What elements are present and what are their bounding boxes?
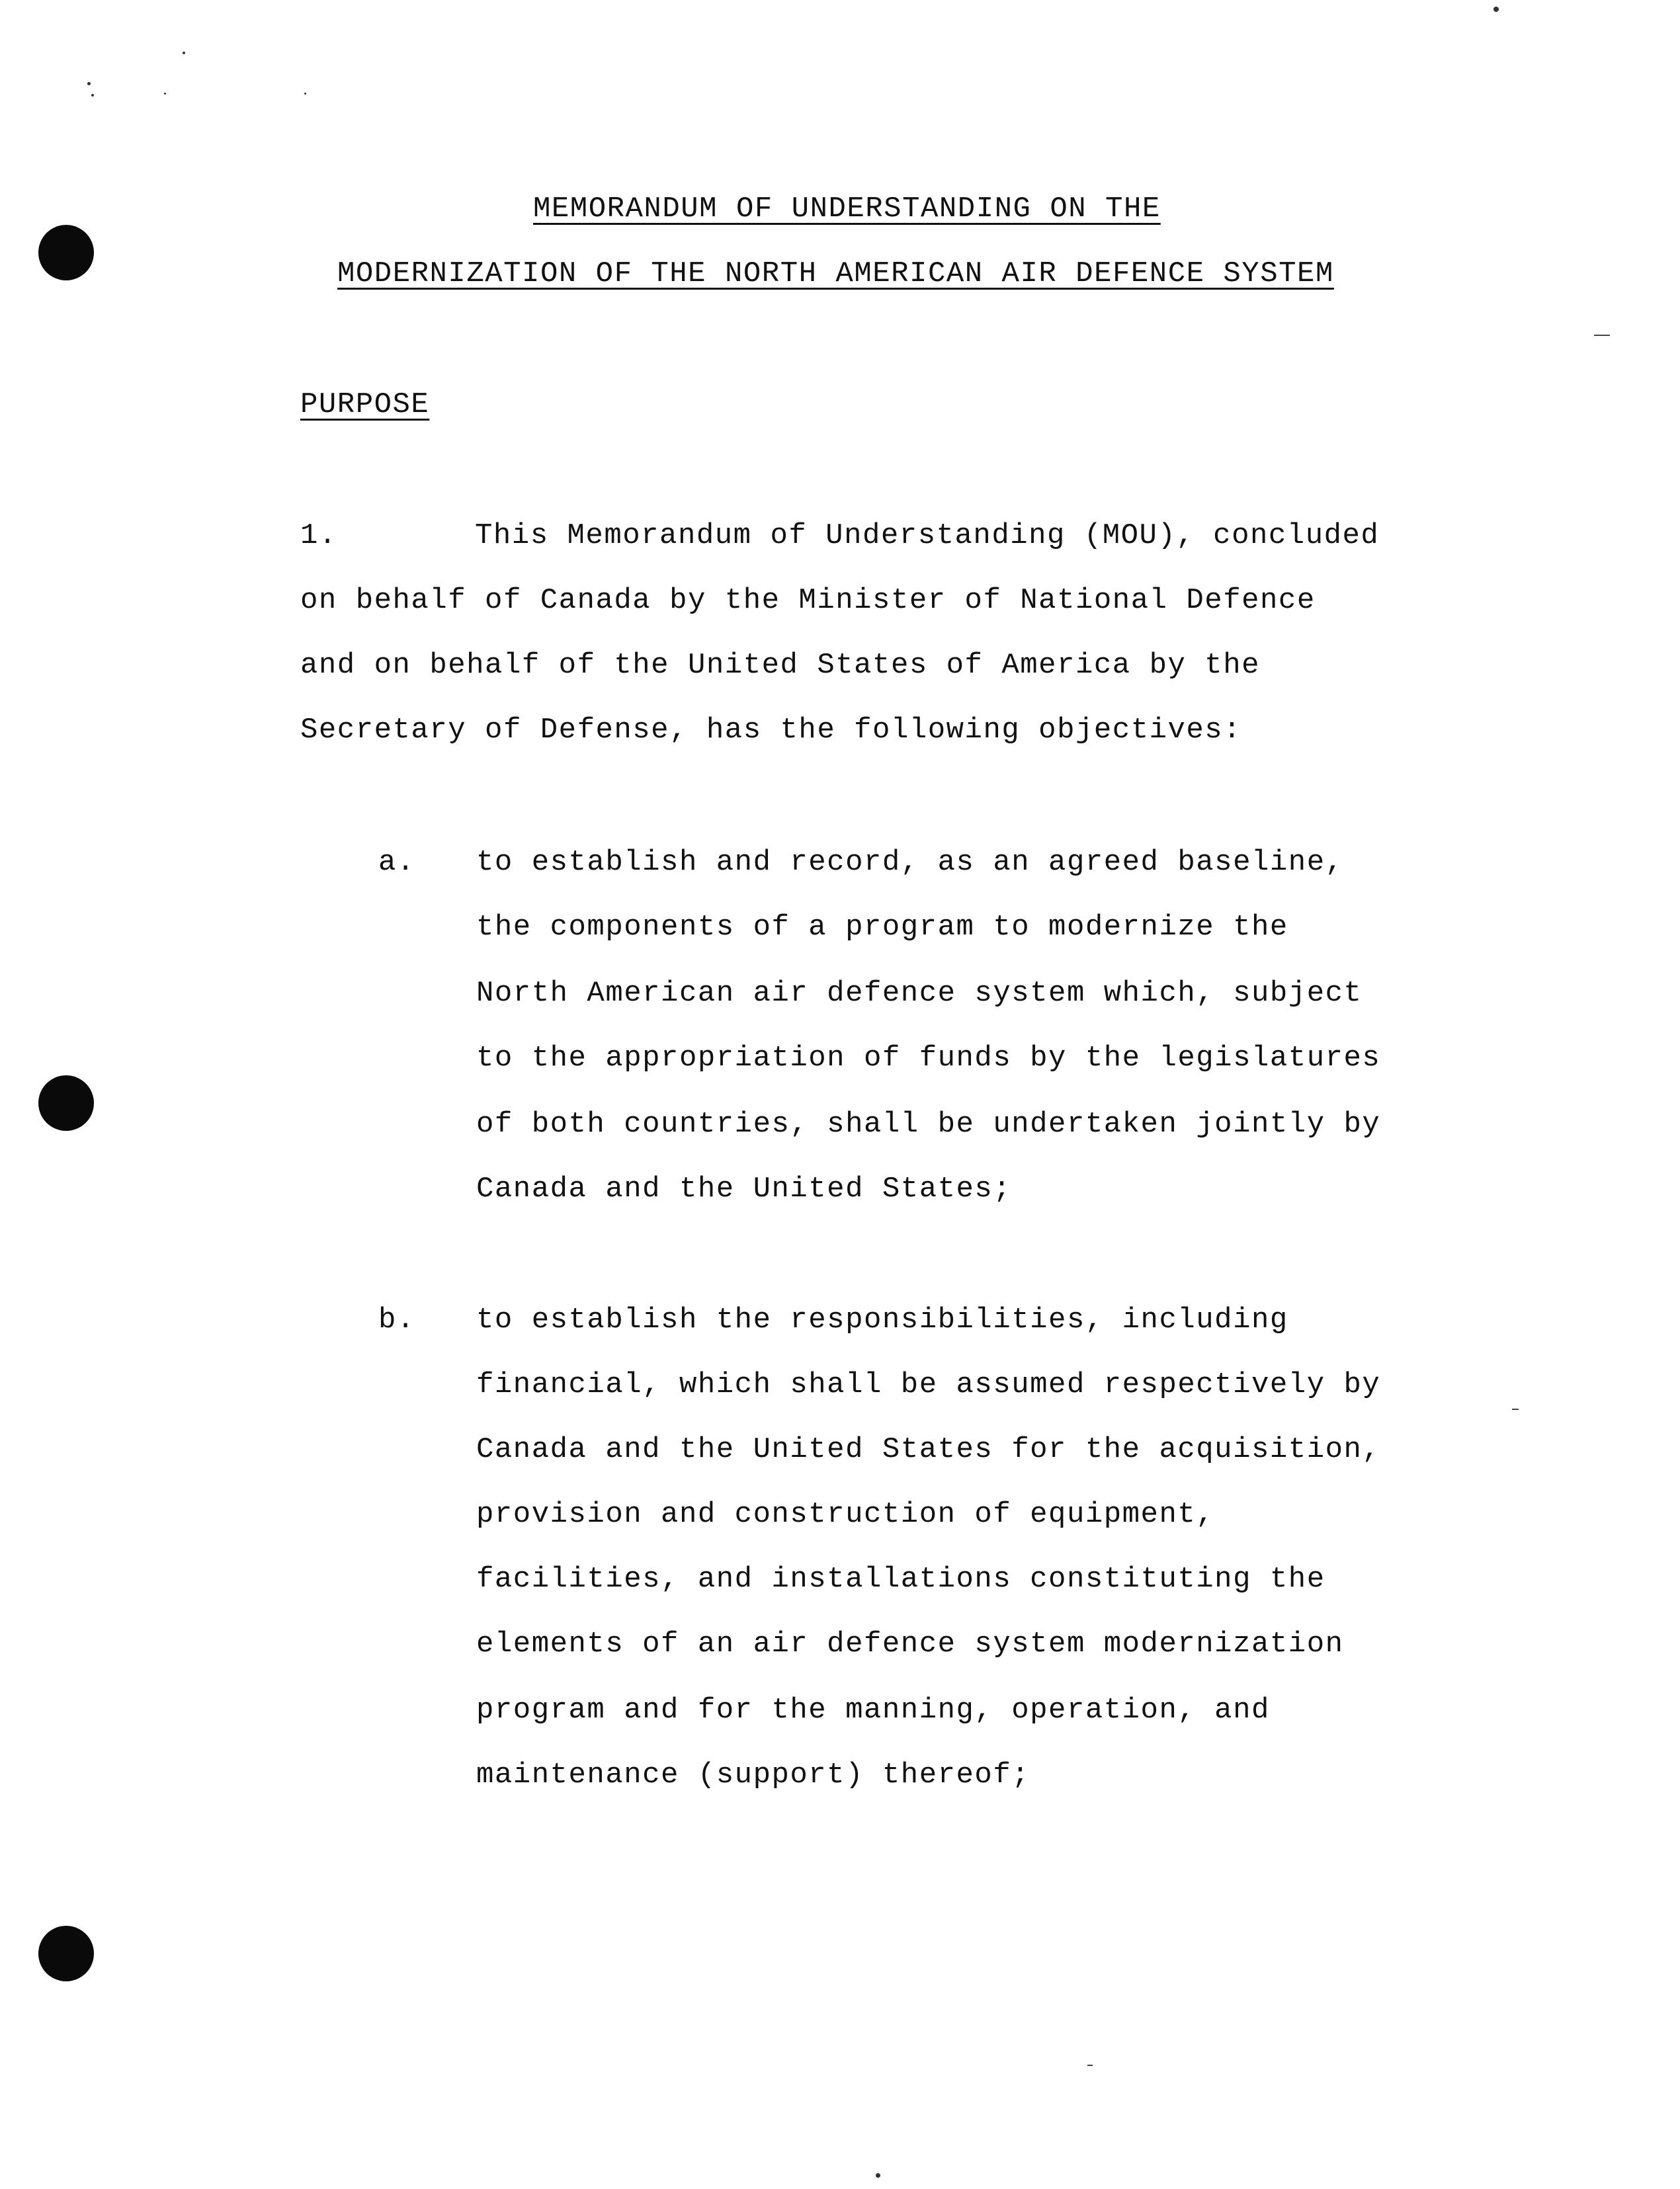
- scan-speck: [304, 93, 306, 95]
- list-item-line: Canada and the United States;: [476, 1173, 1012, 1206]
- list-item-letter: a.: [378, 846, 415, 879]
- list-item-line: North American air defence system which, subject: [476, 977, 1363, 1010]
- list-item-line: to establish the responsibilities, including: [476, 1303, 1288, 1337]
- list-item-line: program and for the manning, operation, and: [476, 1694, 1270, 1727]
- list-item-line: to the appropriation of funds by the legislatures: [476, 1042, 1381, 1075]
- title-line-1: MEMORANDUM OF UNDERSTANDING ON THE: [533, 192, 1161, 226]
- list-item-line: maintenance (support) thereof;: [476, 1758, 1030, 1792]
- list-item-line: the components of a program to modernize the: [476, 911, 1288, 944]
- list-item-line: facilities, and installations constituting the: [476, 1563, 1325, 1596]
- list-item-letter: b.: [378, 1303, 415, 1337]
- paragraph-line: This Memorandum of Understanding (MOU), concluded: [475, 519, 1380, 552]
- paragraph-line: Secretary of Defense, has the following objectives:: [300, 714, 1242, 747]
- title-line-2: MODERNIZATION OF THE NORTH AMERICAN AIR DEFENCE SYSTEM: [337, 257, 1334, 290]
- scan-mark: [1087, 2065, 1093, 2066]
- section-heading: PURPOSE: [300, 388, 430, 421]
- punch-hole-top: [38, 225, 94, 280]
- scan-speck: [91, 94, 94, 97]
- list-item-line: financial, which shall be assumed respectively by: [476, 1368, 1381, 1401]
- scan-speck: [876, 2173, 880, 2178]
- list-item-line: elements of an air defence system modernization: [476, 1628, 1344, 1661]
- list-item-line: provision and construction of equipment,: [476, 1498, 1215, 1531]
- scan-speck: [87, 82, 91, 85]
- scan-mark: [1594, 335, 1610, 336]
- punch-hole-bottom: [38, 1926, 94, 1981]
- scan-speck: [1493, 7, 1499, 12]
- paragraph-line: and on behalf of the United States of America by the: [300, 649, 1261, 682]
- scan-mark: [1512, 1409, 1519, 1410]
- paragraph-number: 1.: [300, 519, 337, 552]
- list-item-line: to establish and record, as an agreed baseline,: [476, 846, 1344, 879]
- punch-hole-middle: [38, 1075, 94, 1131]
- list-item-line: of both countries, shall be undertaken jointly by: [476, 1108, 1381, 1141]
- scan-speck: [164, 93, 166, 95]
- scan-speck: [183, 52, 185, 54]
- paragraph-line: on behalf of Canada by the Minister of National Defence: [300, 584, 1316, 617]
- list-item-line: Canada and the United States for the acquisition,: [476, 1433, 1381, 1466]
